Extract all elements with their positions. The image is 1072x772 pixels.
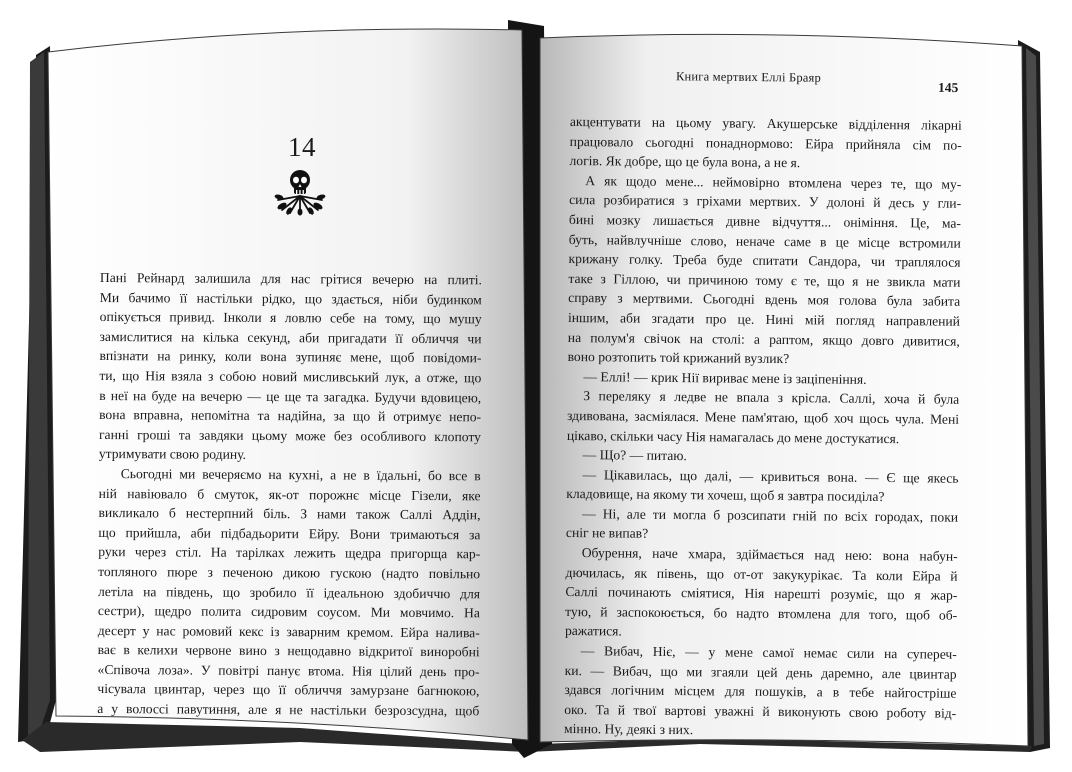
text-line: десерт у нас ромовий кекс із заварним кремом. Ейра налива- — [97, 622, 480, 641]
text-line: Саллі починають сміятися, Нія нарешті розуміє, що я жар- — [565, 584, 958, 603]
text-line: руки через стіл. На тарілках лежить щедра пригорща кар- — [98, 544, 481, 562]
text-line: кладовище, на якому ти хочеш, щоб я завтра посиділа? — [566, 486, 885, 505]
text-line: а у волоссі павутиння, але я не настільки безрозсудна, щоб — [97, 701, 480, 719]
text-line: З переляку я ледве не впала з крісла. Саллі, хоча й була — [583, 388, 960, 408]
text-line: мінно. Ну, деякі з них. — [564, 721, 694, 738]
text-line: Пані Рейнард залишила для нас грітися вечерю на плиті. — [99, 269, 482, 288]
text-line: сила розбиратися з гріхами мертвих. У долоні й десь у гли- — [569, 192, 962, 212]
paragraph — [566, 465, 958, 508]
text-line: топляного пюре з печеною дикою гускою (надто повільно — [98, 563, 481, 582]
paragraph — [97, 464, 481, 721]
text-line: акцентувати на цьому увагу. Акушерське відділення лікарні — [569, 113, 962, 133]
text-line: Сьогодні ми вечеряємо на кухні, а не в їдальні, бо все в — [120, 466, 481, 484]
text-line: в неї на буде на вечерю — це ще та загадка. Будучи вдовицею, — [99, 387, 482, 405]
text-line: утримувати свою родину. — [98, 446, 247, 463]
paragraph — [569, 112, 962, 175]
text-line: буть, найвлучніше слово, неначе саме в це місце встромили — [568, 231, 961, 251]
text-line: на полум'я свічок на столі: а раптом, якщо довго дивитися, — [567, 329, 960, 349]
text-line: воно розтопить той крижаний вузлик? — [567, 349, 790, 367]
text-line: ній навіювало б смуток, як-от порожнє місце Гізели, яке — [98, 485, 481, 503]
text-line: Ми бачимо її настільки рідко, що здається, ніби будинком — [99, 289, 482, 307]
text-line: здивована, засміялася. Мене пам'ятаю, щоб хоч щось чула. Мені — [567, 407, 960, 427]
text-line: — Ні, але ти могла б розсипати гній по всіх городах, поки — [582, 506, 959, 525]
left-page-body — [97, 268, 482, 721]
text-line: ражатися. — [564, 623, 622, 639]
text-line: ває в келихи червоне вино з нещодавно відкритої виноробні — [97, 642, 480, 660]
text-line: здався логічним місцем для пошуків, а в тебе найгостріше — [564, 682, 957, 701]
text-line: — Що? — питаю. — [582, 447, 687, 464]
right-page-body — [564, 112, 962, 743]
text-line: сніг не випав? — [565, 525, 649, 542]
text-line: працювало сьогодні понаднормово: Ейра прийняла сім по- — [569, 133, 962, 153]
text-line: викликало б нестерпний біль. З нами також Саллі Аддін, — [98, 505, 481, 523]
skull-and-herbs-icon — [272, 166, 328, 216]
text-line: іншим, аби згадати про це. Нині мій погляд направлений — [567, 309, 961, 329]
text-line: сестри), щедро полита сидровим соусом. Ми мовчимо. На — [97, 603, 480, 621]
text-line: справу з мертвими. Сьогодні вдень моя голова була забита — [568, 290, 961, 310]
paragraph — [565, 543, 958, 645]
text-line: впізнати на ринку, коли вона зупиняє мене, щоб повідоми- — [99, 348, 482, 366]
text-line: цікаво, скільки часу Нія намагалась до мене достукатися. — [566, 427, 900, 446]
page-number: 145 — [937, 79, 959, 96]
paragraph — [99, 268, 482, 466]
text-line: що прийшла, аби підбадьорити Ейру. Вони тримаються за — [98, 524, 481, 543]
text-line: летіла на південь, що зробило її ідеальною здобиччю для — [97, 583, 481, 601]
text-line: ганні гроші та завдяки цьому може без особливого клопоту — [98, 426, 482, 445]
text-line: ки. — Вибач, що ми згаяли цей день даремно, але цвинтар — [564, 662, 957, 682]
text-line: — Вибач, Ніє, — у мене самої немає сили на супереч- — [580, 643, 957, 662]
text-line: Обурення, наче хмара, здіймається над нею: вона набун- — [581, 545, 958, 564]
paragraph — [567, 386, 960, 449]
text-line: замислитися на кілька секунд, аби пригадати її обличчя чи — [99, 328, 482, 347]
text-line: тую, й заспокоюється, бо надто втомлена для того, щоб об- — [565, 603, 958, 623]
text-line: крижану голку. Треба буде спитати Сандора, чи траплялося — [568, 251, 961, 270]
text-line: — Еллі! — крик Нії вириває мене із заціпеніння. — [583, 368, 867, 387]
text-line: бині мозку лишається дивне відчуття... оніміння. Це, ма- — [568, 211, 962, 231]
text-line: чісувала цвинтар, через що її обличчя замурзане багнюкою, — [97, 681, 480, 699]
paragraph — [566, 504, 958, 547]
text-line: око. Та й твої вартові уважні й виконують свою роботу від- — [564, 701, 957, 721]
text-line: опікується привид. Інколи я ловлю себе на тому, що мушу — [99, 309, 482, 327]
text-line: «Співоча лоза». У повітрі панує втома. Нія цілий день про- — [97, 661, 480, 680]
paragraph — [564, 641, 957, 743]
paragraph — [568, 171, 962, 371]
text-line: таке з Гіллою, чи причиною тому є те, що я не звикла мати — [568, 270, 961, 290]
chapter-number: 14 — [288, 132, 316, 162]
text-line: вона вправна, непомітна та надійна, за що й отримує непо- — [99, 407, 482, 425]
text-line: ти, що Нія взяла з собою новий мисливський лук, а отже, що — [99, 367, 482, 386]
text-line: А як щодо мене... неймовірно втомлена через те, що му- — [585, 172, 962, 192]
text-line: дючилась, як півень, що от-от закукурікає. Та коли Ейра й — [565, 564, 958, 584]
running-head: Книга мертвих Еллі Браяр — [675, 69, 822, 85]
text-line: логів. Як добре, що це була вона, а не я. — [569, 153, 801, 171]
text-line: — Цікавилась, що далі, — кривиться вона. — Є ще якесь — [582, 466, 959, 486]
